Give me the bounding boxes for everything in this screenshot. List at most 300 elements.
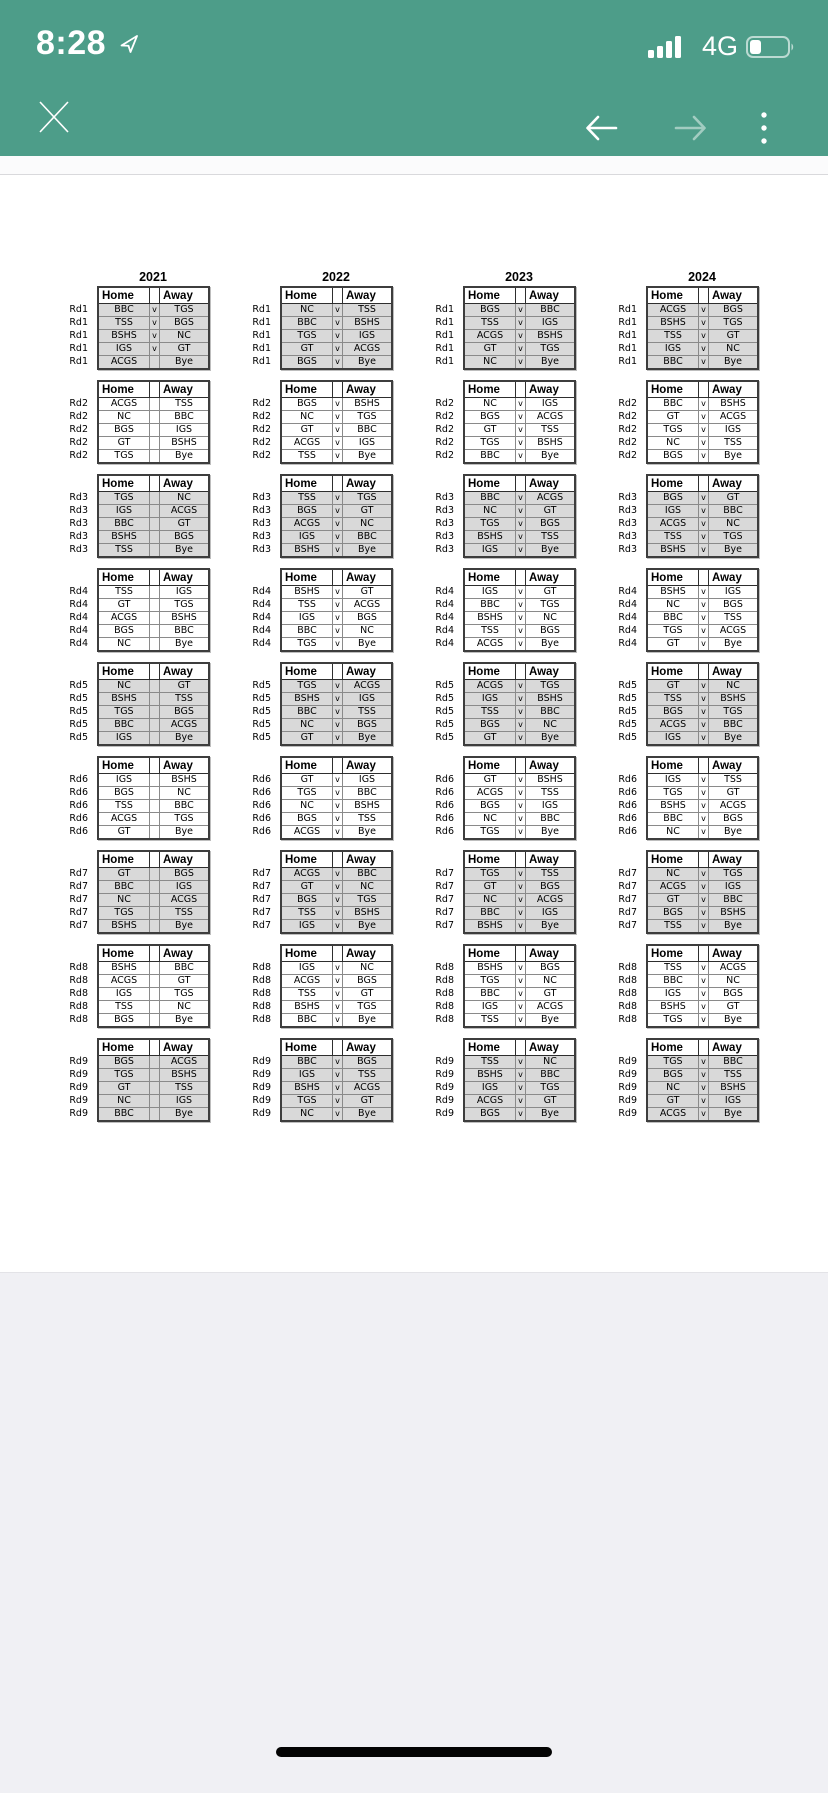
home-team-cell: BBC <box>464 907 516 920</box>
away-team-cell: ACGS <box>343 343 393 356</box>
away-header: Away <box>343 287 393 304</box>
away-team-cell: ACGS <box>709 411 759 424</box>
round-label: Rd3 <box>69 531 88 542</box>
away-team-cell: BSHS <box>526 330 576 343</box>
home-header: Home <box>98 663 150 680</box>
home-team-cell: BSHS <box>281 1082 333 1095</box>
versus-cell <box>150 1095 160 1108</box>
fixture-row <box>281 907 392 920</box>
away-team-cell: BBC <box>526 304 576 317</box>
round-label-column <box>420 944 454 1028</box>
home-team-cell: BGS <box>647 450 699 464</box>
fixture-row <box>281 787 392 800</box>
versus-cell <box>150 599 160 612</box>
round-label: Rd4 <box>618 586 637 597</box>
away-header: Away <box>709 945 759 962</box>
round-label-column <box>237 380 271 464</box>
versus-cell <box>150 693 160 706</box>
round-label-column <box>237 944 271 1028</box>
home-indicator-bar[interactable] <box>276 1747 552 1757</box>
away-team-cell: Bye <box>160 356 210 370</box>
round-label: Rd6 <box>252 826 271 837</box>
versus-cell: v <box>699 450 709 464</box>
versus-cell: v <box>333 544 343 558</box>
away-header: Away <box>160 851 210 868</box>
round-label: Rd9 <box>252 1108 271 1119</box>
fixture-row <box>464 330 575 343</box>
home-team-cell: TSS <box>98 544 150 558</box>
away-team-cell: Bye <box>343 826 393 840</box>
versus-cell: v <box>333 706 343 719</box>
versus-cell: v <box>699 787 709 800</box>
away-team-cell: BBC <box>709 719 759 732</box>
round-block-2021-Rd7 <box>54 850 219 934</box>
round-label: Rd7 <box>435 920 454 931</box>
versus-cell: v <box>699 1095 709 1108</box>
away-team-cell: IGS <box>526 800 576 813</box>
vs-header <box>516 1039 526 1056</box>
versus-cell: v <box>516 1014 526 1028</box>
home-team-cell: TGS <box>464 826 516 840</box>
home-team-cell: ACGS <box>98 612 150 625</box>
round-block-2022-Rd4 <box>237 568 402 652</box>
versus-cell: v <box>333 599 343 612</box>
vs-header <box>699 757 709 774</box>
away-team-cell: Bye <box>343 450 393 464</box>
vs-header <box>150 945 160 962</box>
home-team-cell: BGS <box>464 719 516 732</box>
away-team-cell: Bye <box>709 544 759 558</box>
home-team-cell: ACGS <box>281 826 333 840</box>
round-label: Rd9 <box>69 1056 88 1067</box>
round-label: Rd8 <box>618 962 637 973</box>
fixture-row <box>98 330 209 343</box>
home-header: Home <box>647 475 699 492</box>
home-team-cell: NC <box>647 868 699 881</box>
versus-cell: v <box>699 518 709 531</box>
away-team-cell: IGS <box>343 693 393 706</box>
fixture-row <box>464 505 575 518</box>
away-header: Away <box>526 381 576 398</box>
away-team-cell: IGS <box>709 586 759 599</box>
fixture-table <box>97 662 210 746</box>
home-team-cell: GT <box>98 826 150 840</box>
versus-cell: v <box>699 693 709 706</box>
round-label: Rd9 <box>435 1108 454 1119</box>
away-team-cell: GT <box>526 586 576 599</box>
round-label: Rd6 <box>618 787 637 798</box>
round-label-column <box>54 286 88 370</box>
fixture-row <box>464 492 575 505</box>
page-top-edge <box>0 156 828 175</box>
away-header: Away <box>160 945 210 962</box>
home-team-cell: BBC <box>98 719 150 732</box>
round-label: Rd7 <box>252 920 271 931</box>
network-type-label: 4G <box>702 31 739 61</box>
round-label: Rd7 <box>618 920 637 931</box>
away-team-cell: BBC <box>526 706 576 719</box>
year-title: 2021 <box>139 270 167 284</box>
versus-cell: v <box>699 531 709 544</box>
home-team-cell: TGS <box>647 787 699 800</box>
round-label-column <box>54 380 88 464</box>
home-team-cell: IGS <box>647 774 699 787</box>
versus-cell <box>150 1069 160 1082</box>
home-team-cell: TGS <box>647 625 699 638</box>
fixture-row <box>98 304 209 317</box>
fixture-table <box>97 1038 210 1122</box>
round-label: Rd9 <box>618 1095 637 1106</box>
versus-cell: v <box>699 920 709 934</box>
away-team-cell: NC <box>160 787 210 800</box>
away-team-cell: Bye <box>160 1014 210 1028</box>
year-column-2024 <box>603 270 768 1132</box>
away-header: Away <box>526 757 576 774</box>
versus-cell: v <box>333 356 343 370</box>
versus-cell: v <box>699 732 709 746</box>
fixture-row <box>98 975 209 988</box>
away-team-cell: TSS <box>160 693 210 706</box>
home-team-cell: TGS <box>464 868 516 881</box>
versus-cell: v <box>333 826 343 840</box>
kebab-menu-icon[interactable] <box>758 108 770 153</box>
fixture-row <box>98 356 209 370</box>
round-block-2023-Rd1 <box>420 286 585 370</box>
round-block-2024-Rd8 <box>603 944 768 1028</box>
fixture-row <box>647 680 758 693</box>
fixture-row <box>98 612 209 625</box>
fixture-row <box>98 787 209 800</box>
away-team-cell: TSS <box>160 398 210 411</box>
home-header: Home <box>281 569 333 586</box>
round-label: Rd8 <box>69 1001 88 1012</box>
round-label: Rd1 <box>252 356 271 367</box>
home-team-cell: TSS <box>281 907 333 920</box>
versus-cell <box>150 531 160 544</box>
away-team-cell: BSHS <box>709 907 759 920</box>
away-team-cell: BSHS <box>709 693 759 706</box>
round-label: Rd1 <box>435 330 454 341</box>
fixture-row <box>647 531 758 544</box>
home-team-cell: ACGS <box>464 1095 516 1108</box>
home-team-cell: NC <box>281 304 333 317</box>
round-label: Rd7 <box>618 868 637 879</box>
versus-cell: v <box>150 343 160 356</box>
away-team-cell: Bye <box>160 1108 210 1122</box>
back-arrow-icon[interactable] <box>582 112 620 149</box>
home-team-cell: IGS <box>647 988 699 1001</box>
round-label: Rd9 <box>252 1056 271 1067</box>
round-label: Rd2 <box>435 398 454 409</box>
round-block-2024-Rd7 <box>603 850 768 934</box>
home-team-cell: GT <box>281 774 333 787</box>
fixture-row <box>281 813 392 826</box>
away-team-cell: BBC <box>343 424 393 437</box>
away-team-cell: Bye <box>526 920 576 934</box>
fixture-row <box>464 881 575 894</box>
versus-cell: v <box>333 1014 343 1028</box>
home-team-cell: BBC <box>647 813 699 826</box>
versus-cell: v <box>516 330 526 343</box>
fixture-row <box>464 612 575 625</box>
away-team-cell: GT <box>709 787 759 800</box>
fixture-row <box>98 988 209 1001</box>
round-label-column <box>237 850 271 934</box>
home-team-cell: TSS <box>647 962 699 975</box>
round-label-column <box>420 380 454 464</box>
home-header: Home <box>98 475 150 492</box>
round-label-column <box>54 944 88 1028</box>
versus-cell <box>150 920 160 934</box>
versus-cell <box>150 356 160 370</box>
fixture-row <box>464 1095 575 1108</box>
versus-cell: v <box>516 599 526 612</box>
away-team-cell: ACGS <box>526 492 576 505</box>
away-team-cell: Bye <box>160 920 210 934</box>
fixture-row <box>281 920 392 934</box>
fixture-row <box>281 881 392 894</box>
home-team-cell: TSS <box>464 1056 516 1069</box>
home-team-cell: IGS <box>464 1082 516 1095</box>
away-team-cell: Bye <box>343 920 393 934</box>
home-team-cell: NC <box>98 680 150 693</box>
fixture-row <box>464 868 575 881</box>
home-team-cell: GT <box>98 1082 150 1095</box>
fixture-table <box>646 1038 759 1122</box>
home-team-cell: NC <box>98 894 150 907</box>
fixture-row <box>98 693 209 706</box>
round-label: Rd8 <box>618 975 637 986</box>
away-team-cell: TSS <box>160 907 210 920</box>
versus-cell: v <box>516 680 526 693</box>
home-team-cell: BGS <box>98 787 150 800</box>
round-block-2022-Rd1 <box>237 286 402 370</box>
away-team-cell: Bye <box>709 920 759 934</box>
versus-cell: v <box>333 774 343 787</box>
away-team-cell: BSHS <box>343 317 393 330</box>
fixture-row <box>281 868 392 881</box>
versus-cell <box>150 732 160 746</box>
home-team-cell: TGS <box>647 1014 699 1028</box>
away-team-cell: NC <box>526 975 576 988</box>
away-team-cell: TSS <box>526 531 576 544</box>
round-label-column <box>603 944 637 1028</box>
round-label: Rd7 <box>618 881 637 892</box>
home-team-cell: BSHS <box>464 531 516 544</box>
round-label: Rd7 <box>435 907 454 918</box>
home-team-cell: BSHS <box>281 1001 333 1014</box>
home-team-cell: ACGS <box>281 518 333 531</box>
fixture-row <box>281 894 392 907</box>
versus-cell: v <box>333 586 343 599</box>
year-title: 2023 <box>505 270 533 284</box>
versus-cell: v <box>150 330 160 343</box>
versus-cell: v <box>333 437 343 450</box>
away-team-cell: BGS <box>526 962 576 975</box>
status-and-toolbar <box>0 0 828 156</box>
fixture-row <box>281 356 392 370</box>
away-team-cell: Bye <box>526 826 576 840</box>
home-header: Home <box>281 287 333 304</box>
round-label: Rd3 <box>435 544 454 555</box>
fixture-row <box>464 693 575 706</box>
round-block-2023-Rd2 <box>420 380 585 464</box>
versus-cell: v <box>333 398 343 411</box>
round-label: Rd6 <box>69 800 88 811</box>
home-team-cell: BBC <box>98 1108 150 1122</box>
round-label: Rd9 <box>618 1108 637 1119</box>
home-team-cell: BBC <box>98 518 150 531</box>
away-team-cell: TSS <box>526 868 576 881</box>
fixture-row <box>281 612 392 625</box>
fixture-row <box>647 693 758 706</box>
away-team-cell: ACGS <box>343 1082 393 1095</box>
vs-header <box>699 569 709 586</box>
away-header: Away <box>343 569 393 586</box>
away-team-cell: BSHS <box>526 693 576 706</box>
home-team-cell: TSS <box>98 586 150 599</box>
fixture-row <box>464 920 575 934</box>
round-label-column <box>420 286 454 370</box>
fixture-table <box>97 474 210 558</box>
fixture-table <box>280 380 393 464</box>
away-team-cell: ACGS <box>160 894 210 907</box>
away-header: Away <box>709 757 759 774</box>
fixture-row <box>281 317 392 330</box>
away-header: Away <box>343 475 393 492</box>
away-team-cell: NC <box>709 975 759 988</box>
versus-cell: v <box>333 424 343 437</box>
away-team-cell: Bye <box>526 450 576 464</box>
round-label-column <box>420 850 454 934</box>
away-header: Away <box>343 851 393 868</box>
round-label: Rd4 <box>252 612 271 623</box>
round-block-2021-Rd9 <box>54 1038 219 1122</box>
fixture-row <box>281 424 392 437</box>
fixture-row <box>647 774 758 787</box>
vs-header <box>516 381 526 398</box>
fixture-row <box>464 531 575 544</box>
round-label: Rd9 <box>69 1082 88 1093</box>
home-team-cell: GT <box>464 343 516 356</box>
home-team-cell: NC <box>647 599 699 612</box>
away-team-cell: GT <box>160 680 210 693</box>
round-block-2024-Rd4 <box>603 568 768 652</box>
home-team-cell: IGS <box>98 732 150 746</box>
vs-header <box>699 475 709 492</box>
versus-cell: v <box>699 1001 709 1014</box>
away-team-cell: Bye <box>160 732 210 746</box>
vs-header <box>516 945 526 962</box>
fixture-table <box>646 662 759 746</box>
away-team-cell: ACGS <box>709 962 759 975</box>
fixture-table <box>646 380 759 464</box>
home-team-cell: BGS <box>281 398 333 411</box>
round-label: Rd5 <box>435 693 454 704</box>
fixture-row <box>647 505 758 518</box>
home-team-cell: TSS <box>647 330 699 343</box>
away-team-cell: BSHS <box>160 1069 210 1082</box>
home-team-cell: BGS <box>647 1069 699 1082</box>
home-team-cell: IGS <box>647 505 699 518</box>
home-team-cell: BGS <box>98 1056 150 1069</box>
away-team-cell: GT <box>709 330 759 343</box>
fixture-row <box>281 411 392 424</box>
fixture-row <box>98 411 209 424</box>
home-team-cell: TSS <box>647 920 699 934</box>
fixture-row <box>281 398 392 411</box>
versus-cell: v <box>516 774 526 787</box>
away-team-cell: TGS <box>160 813 210 826</box>
round-block-2022-Rd2 <box>237 380 402 464</box>
home-team-cell: TSS <box>464 706 516 719</box>
fixture-row <box>98 732 209 746</box>
versus-cell: v <box>333 518 343 531</box>
round-label: Rd5 <box>435 680 454 691</box>
versus-cell <box>150 1082 160 1095</box>
fixture-row <box>464 787 575 800</box>
home-team-cell: BBC <box>98 881 150 894</box>
away-header: Away <box>343 945 393 962</box>
home-team-cell: BSHS <box>98 962 150 975</box>
away-team-cell: BGS <box>526 518 576 531</box>
home-team-cell: BBC <box>98 304 150 317</box>
home-team-cell: TGS <box>98 706 150 719</box>
round-label: Rd2 <box>618 411 637 422</box>
close-icon[interactable] <box>36 98 72 141</box>
away-team-cell: ACGS <box>160 505 210 518</box>
home-team-cell: TGS <box>98 907 150 920</box>
home-team-cell: ACGS <box>98 356 150 370</box>
forward-arrow-icon[interactable] <box>672 112 710 149</box>
versus-cell: v <box>699 868 709 881</box>
round-block-2022-Rd8 <box>237 944 402 1028</box>
away-team-cell: BGS <box>160 706 210 719</box>
round-label-column <box>237 568 271 652</box>
home-header: Home <box>464 945 516 962</box>
away-team-cell: TGS <box>526 599 576 612</box>
away-team-cell: Bye <box>160 638 210 652</box>
fixture-row <box>647 638 758 652</box>
round-label: Rd9 <box>69 1108 88 1119</box>
versus-cell: v <box>516 787 526 800</box>
fixture-row <box>98 638 209 652</box>
versus-cell <box>150 1108 160 1122</box>
away-team-cell: BGS <box>709 813 759 826</box>
round-label: Rd1 <box>618 330 637 341</box>
away-team-cell: BGS <box>343 612 393 625</box>
away-header: Away <box>160 569 210 586</box>
home-team-cell: TSS <box>98 1001 150 1014</box>
versus-cell: v <box>699 680 709 693</box>
fixture-row <box>98 1001 209 1014</box>
round-label: Rd2 <box>69 437 88 448</box>
round-label: Rd5 <box>69 693 88 704</box>
vs-header <box>516 569 526 586</box>
round-label: Rd7 <box>435 894 454 905</box>
away-team-cell: NC <box>343 881 393 894</box>
fixture-row <box>281 518 392 531</box>
vs-header <box>333 287 343 304</box>
home-team-cell: TGS <box>281 1095 333 1108</box>
versus-cell: v <box>333 492 343 505</box>
vs-header <box>150 381 160 398</box>
home-team-cell: BGS <box>464 1108 516 1122</box>
fixture-row <box>647 1056 758 1069</box>
home-team-cell: BSHS <box>647 1001 699 1014</box>
versus-cell: v <box>699 1056 709 1069</box>
fixture-row <box>98 813 209 826</box>
